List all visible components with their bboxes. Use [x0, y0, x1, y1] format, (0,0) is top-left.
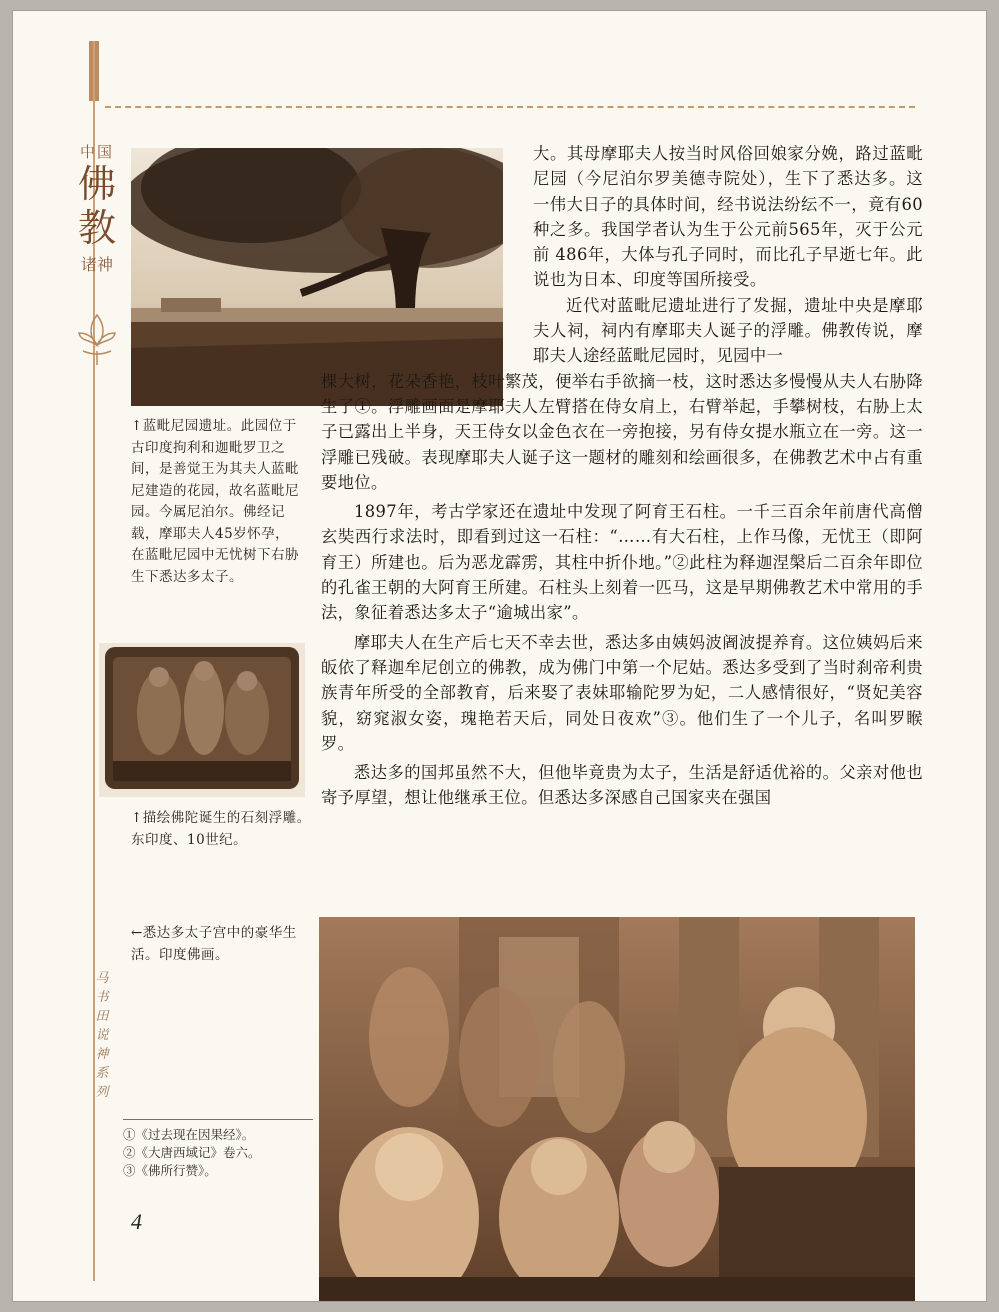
relief-caption: ↑描绘佛陀诞生的石刻浮雕。东印度、10世纪。: [131, 810, 311, 848]
section-title: [73, 141, 121, 275]
header-small-text: 中国: [79, 143, 114, 161]
header-dashed-rule: [105, 106, 915, 108]
paragraph-3: 1897年，考古学家还在遗址中发现了阿育王石柱。一千三百余年前唐代高僧玄奘西行求法时，即看到过这一石柱：“……有大石柱，上作马像，无忧王（即阿育王）所建也。后为恶龙霹雳，其柱中折仆地。”②此柱为释迦涅槃后二百余年即位的孔雀王朝的大阿育王所建。石柱头上刻着一匹马，这是早期佛教艺术中常用的手法，象征着悉达多太子“逾城出家”。: [321, 502, 923, 623]
paragraph-2b: 棵大树，花朵香艳，枝叶繁茂，便举右手欲摘一枝，这时悉达多慢慢从夫人右胁降生了①。浮雕画面是摩耶夫人左臂搭在侍女肩上，右臂举起，手攀树枝，右胁上太子已露出上半身，天王侍女以金色衣在一旁抱接，另有侍女提水瓶立在一旁。这一浮雕已残破。表现摩耶夫人诞子这一题材的雕刻和绘画很多，在佛教艺术中占有重要地位。: [321, 371, 923, 492]
footnote-2: ②《大唐西域记》卷六。: [123, 1145, 261, 1160]
footnotes: [123, 1119, 313, 1180]
footnote-3: ③《佛所行赞》。: [123, 1163, 217, 1178]
paragraph-2a: 近代对蓝毗尼遗址进行了发掘，遗址中央是摩耶夫人祠，祠内有摩耶夫人诞子的浮雕。佛教传说，摩耶夫人途经蓝毗尼园时，见园中一: [533, 295, 923, 366]
lumbini-caption: ↑蓝毗尼园遗址。此园位于古印度拘利和迦毗罗卫之间，是善觉王为其夫人蓝毗尼建造的花园，故名蓝毗尼园。今属尼泊尔。佛经记载，摩耶夫人45岁怀孕，在蓝毗尼园中无忧树下右胁生下悉达多太子。: [131, 418, 299, 585]
paragraph-4: 摩耶夫人在生产后七天不幸去世，悉达多由姨妈波阇波提养育。这位姨妈后来皈依了释迦牟尼创立的佛教，成为佛门中第一个尼姑。悉达多受到了当时刹帝利贵族青年所受的全部教育，后来娶了表妹耶输陀罗为妃，二人感情很好，“贤妃美容貌，窈窕淑女姿，瑰艳若天后，同处日夜欢”③。他们生了一个儿子，名叫罗睺罗。: [321, 632, 923, 753]
lotus-icon: [77, 311, 117, 367]
paragraph-5: 悉达多的国邦虽然不大，但他毕竟贵为太子，生活是舒适优裕的。父亲对他也寄予厚望，想让他继承王位。但悉达多深感自己国家夹在强国: [321, 763, 923, 808]
book-page: [12, 10, 987, 1302]
series-title-vertical: 马书田说神系列: [95, 971, 109, 1100]
page-number: 4: [131, 1209, 142, 1234]
title-char-2: 教: [77, 206, 116, 250]
main-text: [143, 141, 923, 811]
palace-painting: [319, 917, 915, 1302]
header-sub-text: 诸神: [80, 255, 113, 274]
paragraph-1: 大。其母摩耶夫人按当时风俗回娘家分娩，路过蓝毗尼园（今尼泊尔罗美德寺院处），生下了悉达多。这一伟大日子的具体时间，经书说法纷纭不一，竟有60种之多。我国学者认为生于公元前565年，灭于公元前 486年，大体与孔子同时，而比孔子早逝七年。此说也为日本、印度等国所接受。: [533, 144, 923, 290]
palace-caption: ←悉达多太子宫中的豪华生活。印度佛画。: [131, 925, 297, 963]
title-char-1: 佛: [77, 162, 116, 206]
footnote-1: ①《过去现在因果经》。: [123, 1127, 255, 1142]
